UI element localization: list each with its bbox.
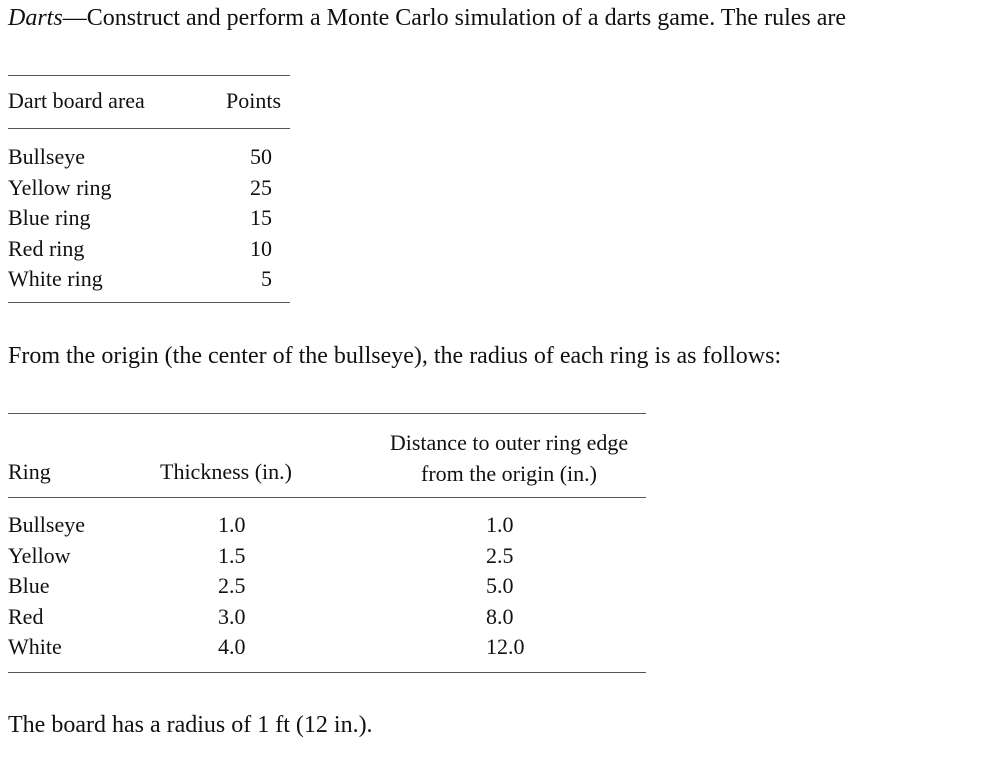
table2-cell-distance: 5.0 xyxy=(486,573,514,598)
table2-cell-distance: 8.0 xyxy=(486,603,514,629)
table2-row xyxy=(8,571,648,602)
table2-cell-ring: Bullseye xyxy=(8,512,85,537)
table1-top-rule xyxy=(8,75,290,76)
table1-body xyxy=(8,142,272,295)
table2-row xyxy=(8,602,648,633)
table1-bottom-rule xyxy=(8,302,290,303)
table1-cell-points: 5 xyxy=(261,266,272,291)
table1-cell-points: 25 xyxy=(250,174,272,200)
table2-cell-ring: Yellow xyxy=(8,542,71,568)
intro-paragraph xyxy=(8,5,846,32)
table1-row xyxy=(8,203,272,234)
table2-header-distance-line1: Distance to outer ring edge xyxy=(389,430,629,455)
table2-cell-thickness: 3.0 xyxy=(218,603,246,629)
table2-header-distance xyxy=(368,427,650,489)
table2-row xyxy=(8,541,648,572)
table1-cell-points: 50 xyxy=(250,144,272,169)
table2-row xyxy=(8,510,648,541)
table2-body xyxy=(8,510,648,663)
table1-cell-area: Red ring xyxy=(8,235,85,261)
intro-text: —Construct and perform a Monte Carlo simulation of a darts game. The rules are xyxy=(62,5,847,31)
table2-header-thickness: Thickness (in.) xyxy=(160,459,292,484)
table2-top-rule xyxy=(8,413,646,414)
table1-cell-area: Blue ring xyxy=(8,205,91,230)
table2-cell-thickness: 2.5 xyxy=(218,573,246,598)
radius-paragraph: From the origin (the center of the bullseye), the radius of each ring is as follows: xyxy=(8,343,782,369)
table1-row xyxy=(8,142,272,173)
table1-cell-points: 10 xyxy=(250,235,272,261)
table1-header-rule xyxy=(8,128,290,129)
table2-cell-thickness: 4.0 xyxy=(218,634,246,659)
table1-header-area: Dart board area xyxy=(8,88,145,113)
table2-cell-ring: White xyxy=(8,634,62,659)
table1-cell-area: Yellow ring xyxy=(8,174,112,200)
table2-cell-thickness: 1.0 xyxy=(218,512,246,537)
table2-header-distance-line2: from the origin (in.) xyxy=(421,461,597,486)
table1-header-points: Points xyxy=(226,88,282,113)
table2-header-rule xyxy=(8,497,646,498)
table1-row xyxy=(8,234,272,265)
table2-bottom-rule xyxy=(8,672,646,673)
table1-row xyxy=(8,173,272,204)
table2-cell-ring: Blue xyxy=(8,573,50,598)
table2-cell-ring: Red xyxy=(8,603,44,629)
table2-cell-distance: 1.0 xyxy=(486,512,514,537)
board-radius-paragraph: The board has a radius of 1 ft (12 in.). xyxy=(8,712,373,738)
table1-cell-area: Bullseye xyxy=(8,144,85,169)
table2-cell-distance: 12.0 xyxy=(486,634,525,659)
table2-header-ring: Ring xyxy=(8,459,51,484)
table1-row xyxy=(8,264,272,295)
intro-italic-title: Darts xyxy=(8,5,63,31)
table1-cell-area: White ring xyxy=(8,266,103,291)
table2-row xyxy=(8,632,648,663)
table2-cell-thickness: 1.5 xyxy=(218,542,246,568)
table2-cell-distance: 2.5 xyxy=(486,542,514,568)
table1-cell-points: 15 xyxy=(250,205,272,230)
